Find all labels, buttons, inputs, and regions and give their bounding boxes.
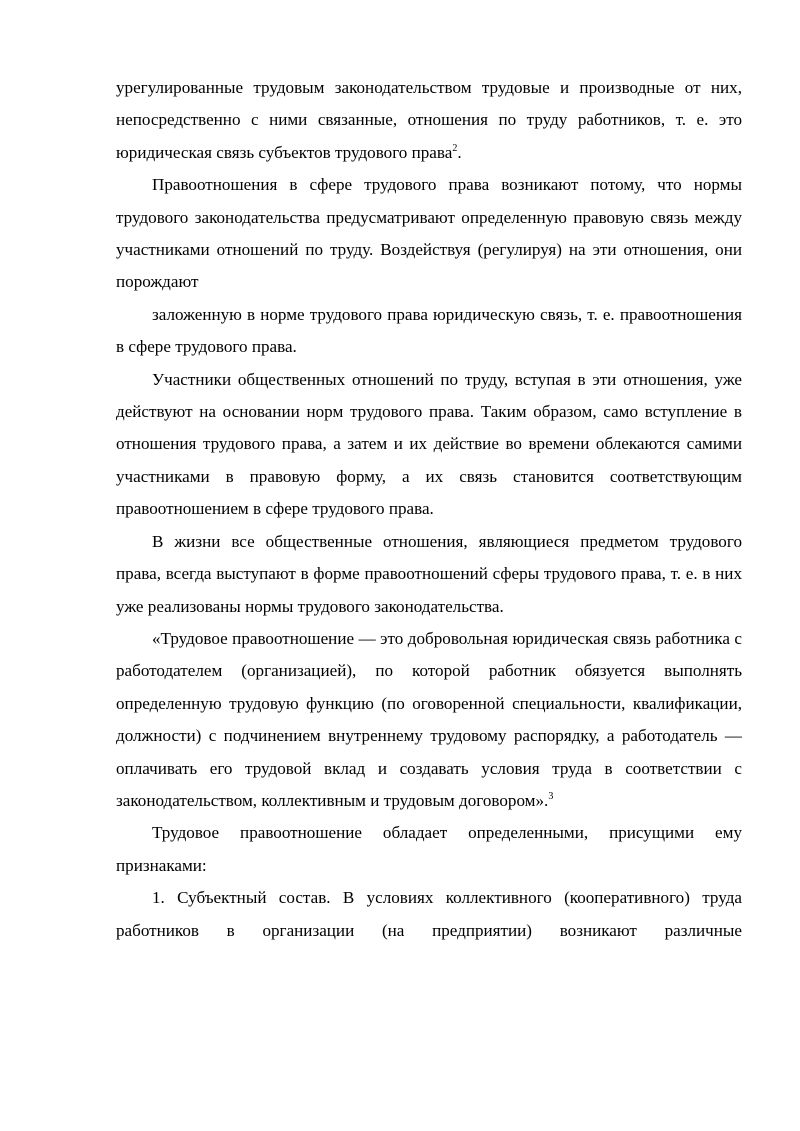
paragraph-text: Трудовое правоотношение обладает определенными, присущими ему признаками: [116,823,742,875]
paragraph-text: Участники общественных отношений по труду, вступая в эти отношения, уже действуют на основании норм трудового права. Таким образом, само вступление в отношения трудового права, а затем и их действие во времени облекаются самими участниками в правовую форму, а их связь становится соответствующим правоотношением в сфере трудового права. [116,369,742,519]
paragraph-text: Правоотношения в сфере трудового права возникают потому, что нормы трудового законодательства предусматривают определенную правовую связь между участниками отношений по труду. Воздействуя (регулируя) на эти отношения, они порождают [116,175,742,292]
paragraph [116,526,742,623]
paragraph-punctuation: . [457,142,462,162]
document-body [116,72,742,947]
footnote-marker: 3 [548,790,554,802]
paragraph-text: 1. Субъектный состав. В условиях коллективного (кооперативного) труда работников в организации (на предприятии) возникают различные [116,888,742,940]
paragraph-text: В жизни все общественные отношения, являющиеся предметом трудового права, всегда выступают в форме правоотношений сферы трудового права, т. е. в них уже реализованы нормы трудового законодательства. [116,531,742,616]
paragraph-text: заложенную в норме трудового права юридическую связь, т. е. правоотношения в сфере трудового права. [116,304,742,357]
paragraph-continuation [116,72,742,169]
paragraph-text: урегулированные трудовым законодательством трудовые и производные от них, непосредственно с ними связанные, отношения по труду работников, т. е. это юридическая связь субъектов трудового права [116,78,742,162]
paragraph [116,364,742,526]
quote-paragraph [116,623,742,817]
list-item-paragraph [116,882,742,947]
paragraph-text: «Трудовое правоотношение — это добровольная юридическая связь работника с работодателем (организацией), по которой работник обязуется выполнять определенную трудовую функцию (по оговоренной специальности, квалификации, должности) с подчинением внутреннему трудовому распорядку, а работодатель — оплачивать его трудовой вклад и создавать условия труда в соответствии с законодательством, коллективным и трудовым договором». [116,628,742,810]
paragraph [116,817,742,882]
footnote-marker: 2 [452,142,458,154]
paragraph [116,299,742,364]
paragraph [116,169,742,299]
